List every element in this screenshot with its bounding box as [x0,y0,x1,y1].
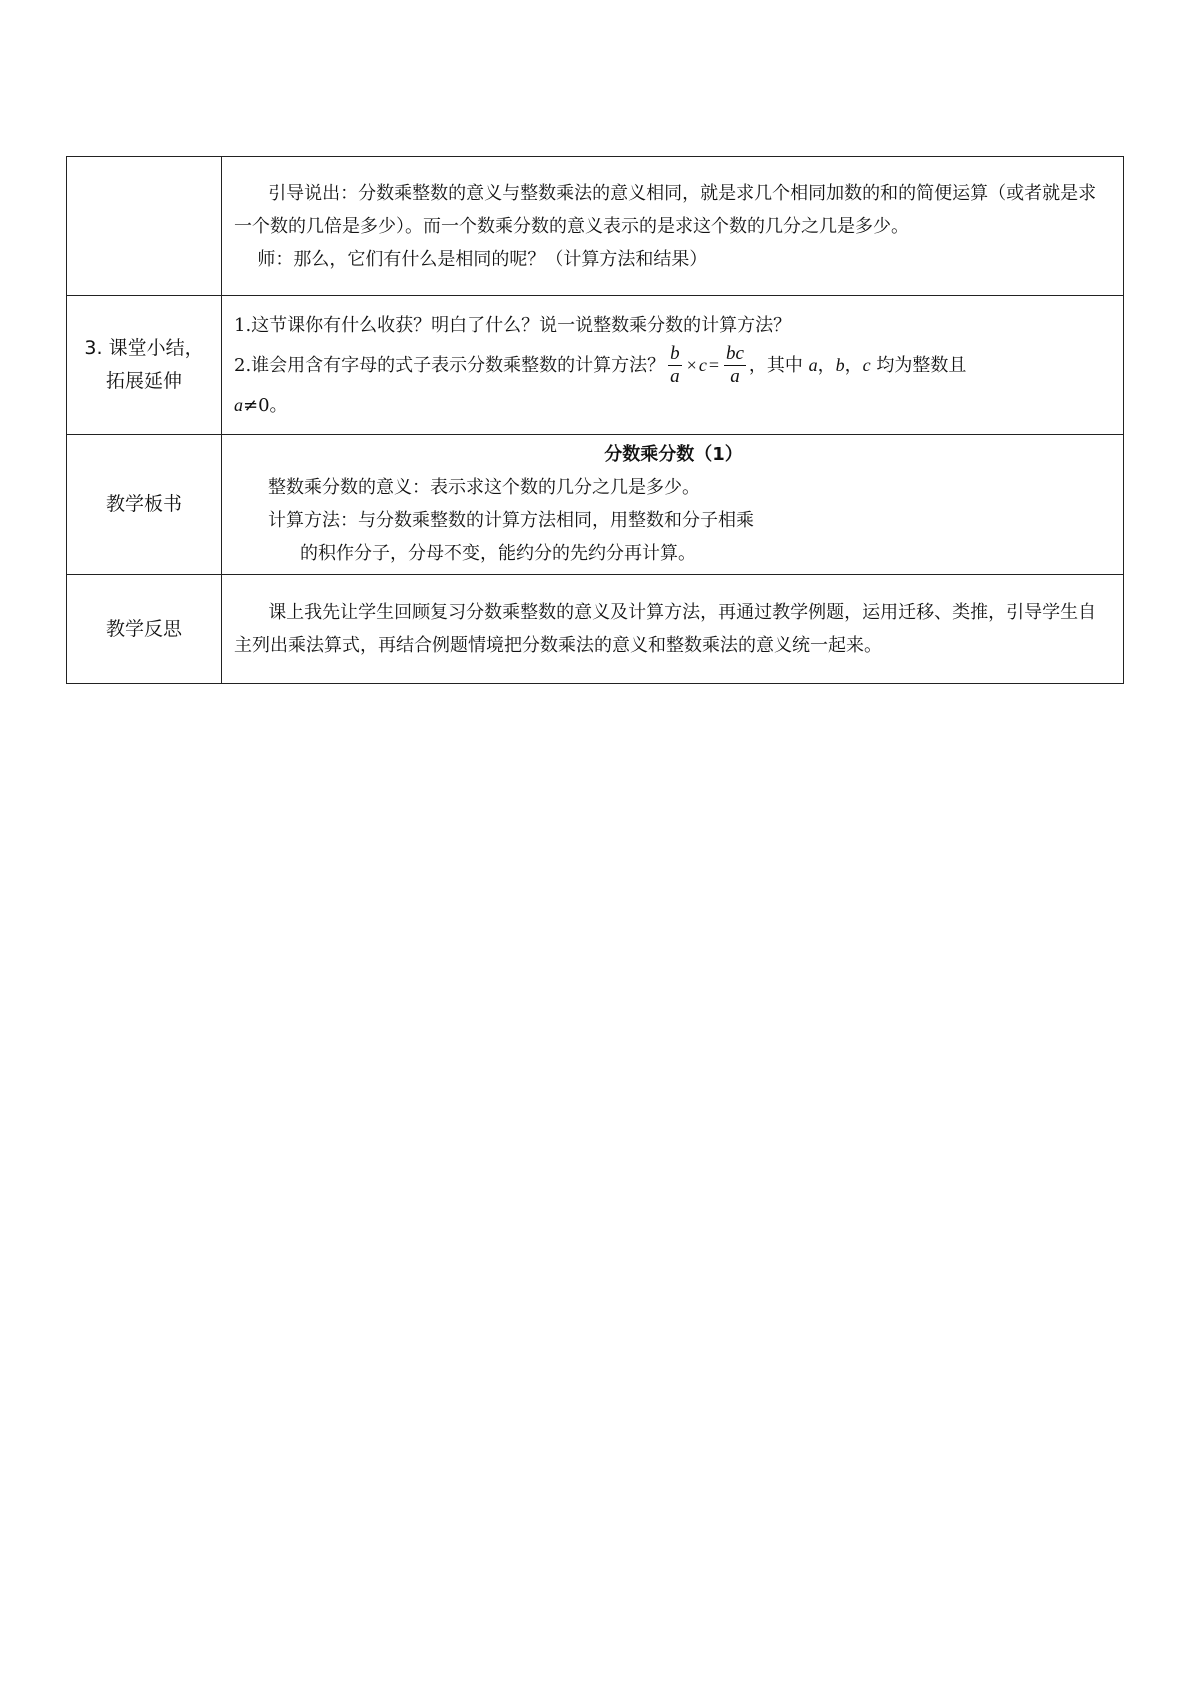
sep-1: ， [817,354,836,376]
guidance-content [222,157,1124,296]
board-line-2: 计算方法：与分数乘整数的计算方法相同，用整数和分子相乘 [268,510,754,531]
table-row-guidance [67,157,1124,296]
summary-item-2 [234,342,1113,389]
frac2-denominator: a [730,366,740,387]
var-a: a [808,354,818,375]
summary-label-line2: 拓展延伸 [105,370,182,392]
item2-suffix-1: ，其中 [748,354,803,376]
reflection-label: 教学反思 [67,575,222,684]
frac1-numerator: b [670,343,680,364]
lesson-plan-table [66,156,1124,684]
var-c: c [698,354,707,375]
board-label: 教学板书 [67,435,222,575]
summary-item-1: 1.这节课你有什么收获？明白了什么？说一说整数乘分数的计算方法？ [234,314,792,336]
var-b: b [835,354,845,375]
item2-prefix: 2.谁会用含有字母的式子表示分数乘整数的计算方法？ [234,354,666,376]
board-content [222,435,1124,575]
frac1-denominator: a [670,366,680,387]
summary-content [222,296,1124,435]
summary-label-line1: 3. 课堂小结， [84,337,204,359]
table-row-board [67,435,1124,575]
table-row-summary [67,296,1124,435]
board-line-3: 的积作分子，分母不变，能约分的先约分再计算。 [300,543,696,564]
times-sign: × [686,354,697,375]
board-heading: 分数乘分数（1） [604,444,743,465]
cond-rest: ≠0。 [243,394,288,416]
fraction-bc-over-a [724,343,746,388]
frac2-numerator: bc [725,343,744,364]
reflection-text: 课上我先让学生回顾复习分数乘整数的意义及计算方法，再通过教学例题，运用迁移、类推，引导学生自主列出乘法算式，再结合例题情境把分数乘法的意义和整数乘法的意义统一起来。 [234,602,1097,656]
sep-2: ， [844,354,863,376]
summary-label [67,296,222,435]
row-label-empty [67,157,222,296]
var-c-2: c [862,354,871,375]
table-row-reflection [67,575,1124,684]
board-line-1: 整数乘分数的意义：表示求这个数的几分之几是多少。 [268,477,700,498]
condition-line [234,389,1113,422]
reflection-content [222,575,1124,684]
equals-sign: = [708,354,719,375]
item2-suffix-2: 均为整数且 [876,354,967,376]
guidance-paragraph: 引导说出：分数乘整数的意义与整数乘法的意义相同，就是求几个相同加数的和的简便运算（或者就是求一个数的几倍是多少）。而一个数乘分数的意义表示的是求这个数的几分之几是多少。 [234,182,1097,237]
fraction-b-over-a [668,343,682,388]
cond-var-a: a [234,394,243,415]
teacher-question: 师：那么，它们有什么是相同的呢？（计算方法和结果） [257,248,708,270]
